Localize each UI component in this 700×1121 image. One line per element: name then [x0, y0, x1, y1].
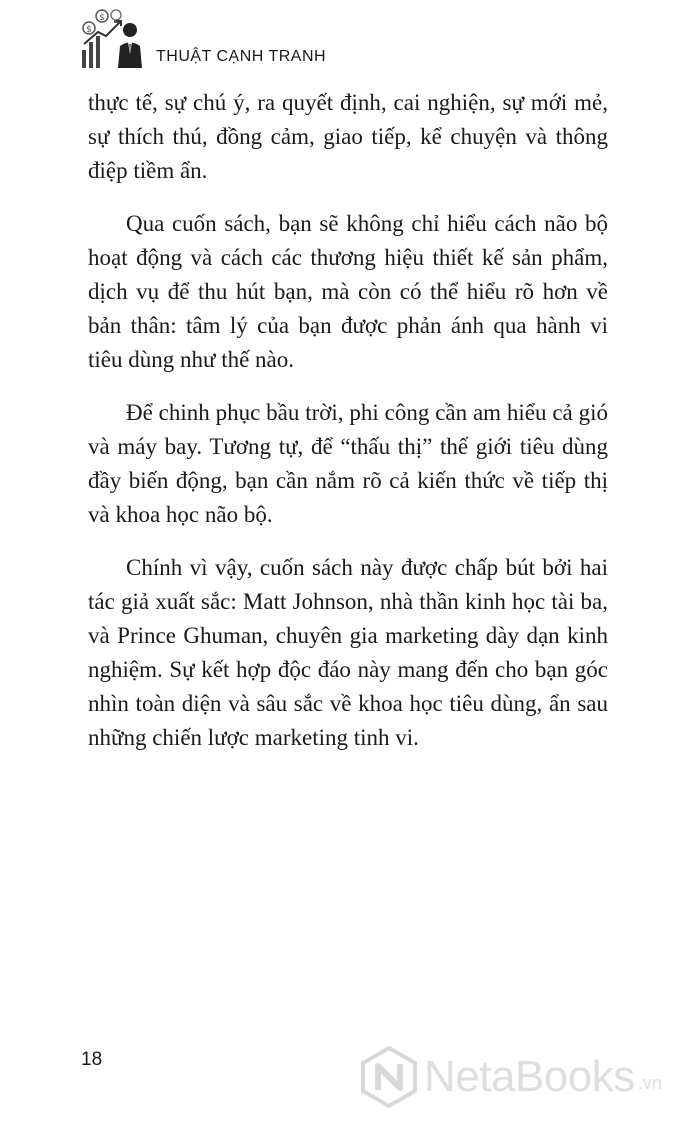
svg-text:$: $ — [99, 13, 105, 23]
business-growth-logo-icon — [80, 6, 150, 70]
watermark — [360, 1046, 662, 1108]
paragraph: Chính vì vậy, cuốn sách này được chấp bút bởi hai tác giả xuất sắc: Matt Johnson, nhà thần kinh học tài ba, và Prince Ghuman, chuyên gia marketing dày dạn kinh nghiệm. Sự kết hợp độc đáo này mang đến cho bạn góc nhìn toàn diện và sâu sắc về khoa học tiêu dùng, ẩn sau những chiến lược marketing tinh vi. — [88, 555, 608, 750]
running-header — [80, 6, 326, 70]
watermark-suffix: .vn — [637, 1073, 662, 1093]
watermark-brand: NetaBooks — [424, 1052, 635, 1101]
paragraph: Để chinh phục bầu trời, phi công cần am hiểu cả gió và máy bay. Tương tự, để “thấu thị” thế giới tiêu dùng đầy biến động, bạn cần nắm rõ cả kiến thức về tiếp thị và khoa học não bộ. — [88, 400, 608, 527]
running-header-title: THUẬT CẠNH TRANH — [156, 48, 327, 65]
paragraph-continuation: thực tế, sự chú ý, ra quyết định, cai nghiện, sự mới mẻ, sự thích thú, đồng cảm, giao tiếp, kể chuyện và thông điệp tiềm ẩn. — [88, 90, 608, 183]
page-number: 18 — [81, 1049, 103, 1070]
n-hexagon-icon — [360, 1046, 418, 1108]
body-text — [88, 86, 608, 774]
paragraph: Qua cuốn sách, bạn sẽ không chỉ hiểu cách não bộ hoạt động và cách các thương hiệu thiết kế sản phẩm, dịch vụ để thu hút bạn, mà còn có thể hiểu rõ hơn về bản thân: tâm lý của bạn được phản ánh qua hành vi tiêu dùng như thế nào. — [88, 211, 608, 372]
svg-text:$: $ — [86, 25, 92, 35]
